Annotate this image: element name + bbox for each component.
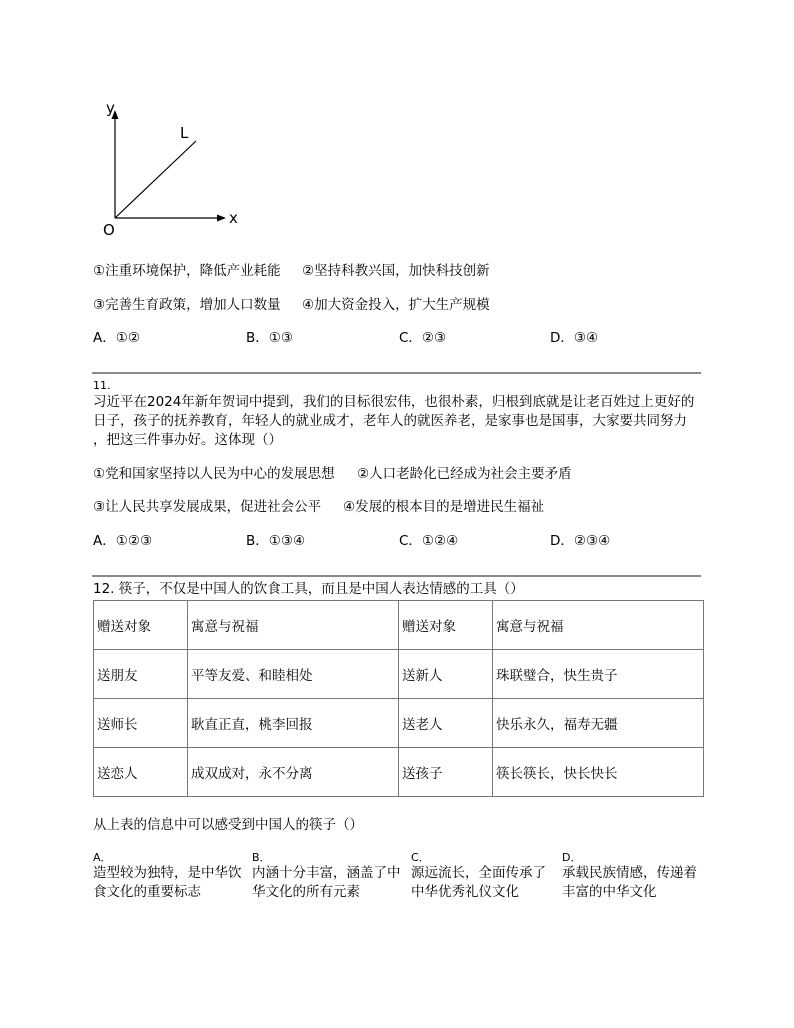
origin-label: O	[103, 221, 115, 239]
option-label: D．	[562, 851, 582, 864]
table-row	[94, 650, 704, 699]
q10-option-d[interactable]: D．③④	[550, 330, 599, 346]
table-cell: 送恋人	[94, 748, 188, 797]
q12-question: 从上表的信息中可以感受到中国人的筷子（）	[93, 817, 363, 833]
option-text-line: 造型较为独特，是中华饮	[93, 865, 242, 881]
option-text-line: 源远流长，全面传承了	[411, 865, 546, 881]
q11-option-a[interactable]: A．①②③	[93, 533, 153, 549]
q11-statement-2: ②人口老龄化已经成为社会主要矛盾	[357, 466, 572, 482]
table-cell: 平等友爱、和睦相处	[188, 650, 399, 699]
table-header-cell: 寓意与祝福	[188, 601, 399, 650]
table-header-cell: 寓意与祝福	[493, 601, 704, 650]
option-label: B．	[252, 851, 271, 864]
table-row	[94, 748, 704, 797]
divider-1	[92, 372, 701, 374]
q11-statement-3: ③让人民共享发展成果，促进社会公平	[93, 499, 322, 515]
q12-stem: 12. 筷子，不仅是中国人的饮食工具，而且是中国人表达情感的工具（）	[93, 581, 524, 597]
q12-option-c[interactable]	[411, 851, 556, 902]
table-cell: 送孩子	[399, 748, 493, 797]
line-l	[115, 141, 196, 218]
q10-statement-3: ③完善生育政策，增加人口数量	[93, 297, 281, 313]
q11-stem-line-2: 日子，孩子的抚养教育，年轻人的就业成才，老年人的就医养老，是家事也是国事，大家要共同努力	[93, 413, 687, 429]
option-text-line: 丰富的中华文化	[562, 884, 657, 900]
table-header-cell: 赠送对象	[94, 601, 188, 650]
x-axis-arrow	[217, 215, 226, 222]
q12-option-d[interactable]	[562, 851, 707, 902]
q12-option-b[interactable]	[252, 851, 404, 902]
table-header-row	[94, 601, 704, 650]
q11-option-d[interactable]: D．②③④	[550, 533, 611, 549]
option-label: A．	[93, 851, 112, 864]
q11-statement-1: ①党和国家坚持以人民为中心的发展思想	[93, 466, 335, 482]
q11-number: 11.	[93, 379, 111, 392]
q10-statement-4: ④加大资金投入，扩大生产规模	[302, 297, 490, 313]
option-text-line: 承载民族情感，传递着	[562, 865, 697, 881]
y-axis-label: y	[106, 99, 115, 117]
table-cell: 筷长筷长，快长快长	[493, 748, 704, 797]
table-cell: 送师长	[94, 699, 188, 748]
q11-statement-4: ④发展的根本目的是增进民生福祉	[343, 499, 545, 515]
table-cell: 送新人	[399, 650, 493, 699]
q10-statement-1: ①注重环境保护，降低产业耗能	[93, 263, 281, 279]
table-cell: 珠联璧合，快生贵子	[493, 650, 704, 699]
table-cell: 送老人	[399, 699, 493, 748]
coordinate-graph	[95, 98, 245, 238]
table-cell: 快乐永久，福寿无疆	[493, 699, 704, 748]
option-text-line: 内涵十分丰富，涵盖了中	[252, 865, 401, 881]
q12-option-a[interactable]	[93, 851, 245, 902]
x-axis-label: x	[229, 209, 238, 227]
q10-option-b[interactable]: B．①③	[246, 330, 293, 346]
q10-option-a[interactable]: A．①②	[93, 330, 140, 346]
option-text-line: 华文化的所有元素	[252, 884, 360, 900]
q10-option-c[interactable]: C．②③	[399, 330, 447, 346]
q11-option-b[interactable]: B．①③④	[246, 533, 306, 549]
q11-stem-line-3: ，把这三件事办好。这体现（）	[93, 432, 282, 448]
table-row	[94, 699, 704, 748]
q11-stem-line-1: 习近平在2024年新年贺词中提到，我们的目标很宏伟，也很朴素，归根到底就是让老百姓过上更好的	[93, 394, 695, 410]
chopsticks-table	[93, 600, 704, 797]
option-text-line: 中华优秀礼仪文化	[411, 884, 519, 900]
table-header-cell: 赠送对象	[399, 601, 493, 650]
table-cell: 耿直正直，桃李回报	[188, 699, 399, 748]
option-text-line: 食文化的重要标志	[93, 884, 201, 900]
option-label: C．	[411, 851, 430, 864]
line-label: L	[180, 124, 189, 142]
q11-option-c[interactable]: C．①②④	[399, 533, 459, 549]
q10-statement-2: ②坚持科教兴国，加快科技创新	[302, 263, 490, 279]
table-cell: 成双成对，永不分离	[188, 748, 399, 797]
table-cell: 送朋友	[94, 650, 188, 699]
divider-2	[92, 575, 701, 577]
